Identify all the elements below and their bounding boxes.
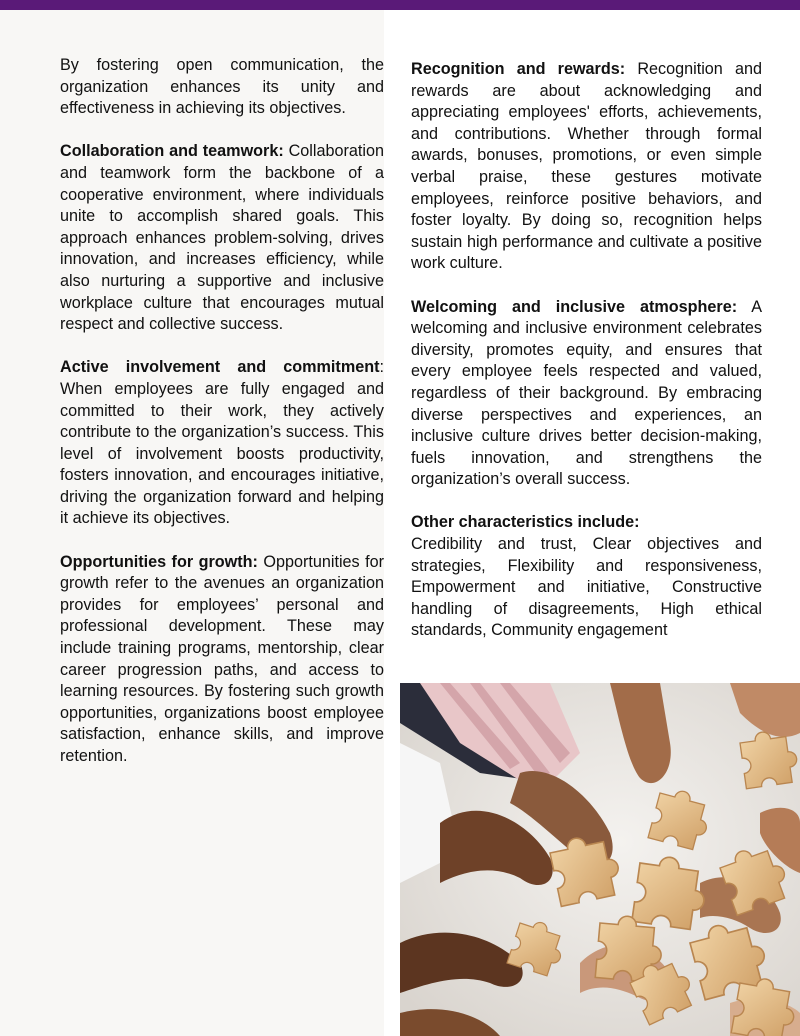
- puzzle-hands-photo: [400, 683, 800, 1036]
- paragraph-recognition: [411, 59, 762, 275]
- paragraph-text: A welcoming and inclusive environment celebrates diversity, promotes equity, and ensures that every employee feels respected and valued, regardless of their background. By embracing diverse perspectives and experiences, an inclusive culture drives better decision-making, fuels innovation, and strengthens the organization’s overall success.: [411, 297, 762, 489]
- paragraph-growth: [60, 552, 384, 768]
- heading-collaboration: Collaboration and teamwork:: [60, 142, 284, 161]
- heading-other-characteristics: Other characteristics include:: [411, 513, 640, 532]
- paragraph-text: Credibility and trust, Clear objectives and strategies, Flexibility and responsiveness, Empowerment and initiative, Constructive handling of disagreements, High ethical standards, Community engagement: [411, 535, 762, 640]
- paragraph-communication: [60, 55, 384, 120]
- heading-recognition: Recognition and rewards:: [411, 60, 626, 78]
- right-text-column: [411, 59, 762, 664]
- paragraph-collaboration: [60, 141, 384, 335]
- heading-inclusive: Welcoming and inclusive atmosphere:: [411, 297, 738, 316]
- heading-involvement: Active involvement and commitment: [60, 358, 380, 377]
- paragraph-other-characteristics: [411, 512, 762, 642]
- paragraph-text: By fostering open communication, the organization enhances its unity and effectiveness in achieving its objectives.: [60, 56, 384, 118]
- paragraph-text: Recognition and rewards are about acknowledging and appreciating employees' efforts, achievements, and contributions. Whether through formal awards, bonuses, promotions, or even simple verbal praise, these gestures motivate employees, reinforce positive behaviors, and foster loyalty. By doing so, recognition helps sustain high performance and cultivate a positive work culture.: [411, 60, 762, 273]
- top-accent-bar: [0, 0, 800, 10]
- paragraph-text: Opportunities for growth refer to the avenues an organization provides for employees’ personal and professional development. These may include training programs, mentorship, clear career progression paths, and access to learning resources. By fostering such growth opportunities, organizations boost employee satisfaction, enhance skills, and improve retention.: [60, 552, 384, 765]
- left-text-column: [60, 55, 384, 789]
- paragraph-text: Collaboration and teamwork form the backbone of a cooperative environment, where individuals unite to accomplish shared goals. This approach enhances problem-solving, drives innovation, and increases efficiency, while also nurturing a supportive and inclusive workplace culture that encourages mutual respect and collective success.: [60, 142, 384, 334]
- paragraph-text: : When employees are fully engaged and committed to their work, they actively contribute to the organization’s success. This level of involvement boosts productivity, fosters innovation, and encourages initiative, driving the organization forward and helping it achieve its objectives.: [60, 358, 384, 528]
- paragraph-inclusive: [411, 297, 762, 491]
- heading-growth: Opportunities for growth:: [60, 552, 258, 571]
- paragraph-involvement: [60, 357, 384, 530]
